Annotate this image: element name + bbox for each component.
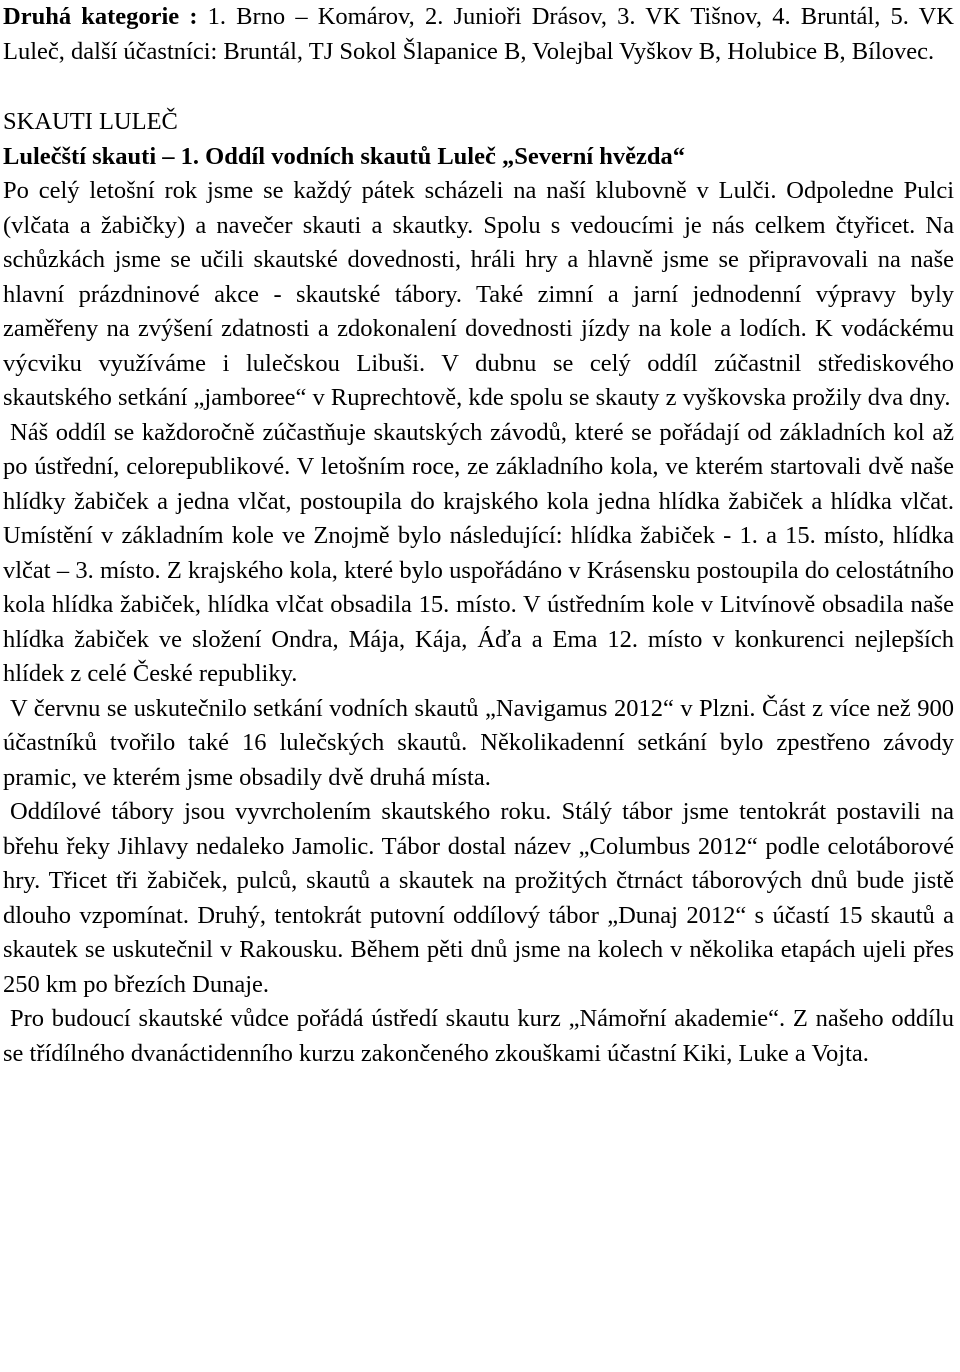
troop-subheading — [3, 140, 954, 175]
troop-subheading-label: Lulečští skauti – — [3, 142, 181, 170]
section-heading: SKAUTI LULEČ — [3, 108, 178, 135]
document-page — [3, 0, 954, 1071]
paragraph-naval-academy: Pro budoucí skautské vůdce pořádá ústředí skautu kurz „Námořní akademie“. Z našeho oddílu se třídílného dvanáctidenního kurzu zakončeného zkouškami účastní Kiki, Luke a Vojta. — [3, 1005, 954, 1067]
troop-subheading-title: 1. Oddíl vodních skautů Luleč „Severní hvězda“ — [180, 142, 686, 170]
paragraph-navigamus: V červnu se uskutečnilo setkání vodních skautů „Navigamus 2012“ v Plzni. Část z více než 900 účastníků tvořilo také 16 lulečských skautů. Několikadenní setkání bylo zpestřeno závody pramic, ve kterém jsme obsadily dvě druhá místa. — [3, 694, 954, 791]
category-label: Druhá kategorie : — [3, 3, 198, 30]
paragraph-camps: Oddílové tábory jsou vyvrcholením skautského roku. Stálý tábor jsme tentokrát postavili na břehu řeky Jihlavy nedaleko Jamolic. Tábor dostal název „Columbus 2012“ podle celotáborové hry. Třicet tři žabiček, pulců, skautů a skautek na prožitých čtrnáct táborových dnů bude jistě dlouho vzpomínat. Druhý, tentokrát putovní oddílový tábor „Dunaj 2012“ s účastí 15 skautů a skautek se uskutečnil v Rakousku. Během pěti dnů jsme na kolech v několika etapách ujeli přes 250 km po březích Dunaje. — [3, 798, 954, 998]
category-results-text: 1. Brno – Komárov, 2. Junioři Drásov, 3. VK Tišnov, 4. Bruntál, 5. VK Luleč, další účastníci: Bruntál, TJ Sokol Šlapanice B, Volejbal Vyškov B, Holubice B, Bílovec. — [3, 3, 954, 65]
paragraph-competitions: Náš oddíl se každoročně zúčastňuje skautských závodů, které se pořádají od základních kol až po ústřední, celorepublikové. V letošním roce, ze základního kola, ve kterém startovali dvě naše hlídky žabiček a jedna vlčat, postoupila do krajského kola jedna hlídka žabiček a hlídka vlčat. Umístění v základním kole ve Znojmě bylo následující: hlídka žabiček - 1. a 15. místo, hlídka vlčat – 3. místo. Z krajského kola, které bylo uspořádáno v Krásensku postoupila do celostátního kola hlídka žabiček, hlídka vlčat obsadila 15. místo. V ústředním kole v Litvínově obsadila naše hlídka žabiček ve složení Ondra, Mája, Kája, Áďa a Ema 12. místo v konkurenci nejlepších hlídek z celé České republiky. — [3, 418, 954, 687]
paragraph-weekly-meetings: Po celý letošní rok jsme se každý pátek scházeli na naší klubovně v Lulči. Odpoledne Pulci (vlčata a žabičky) a navečer skauti a skautky. Spolu s vedoucími je nás celkem čtyřicet. Na schůzkách jsme se učili skautské dovednosti, hráli hry a hlavně jsme se připravovali na naše hlavní prázdninové akce - skautské tábory. Také zimní a jarní jednodenní výpravy byly zaměřeny na zvýšení zdatnosti a zdokonalení dovednosti jízdy na kole a lodích. K vodáckému výcviku využíváme i lulečskou Libuši. V dubnu se celý oddíl zúčastnil střediskového skautského setkání „jamboree“ v Ruprechtově, kde spolu se skauty z vyškovska prožily dva dny. — [3, 177, 954, 411]
category-results-paragraph — [3, 0, 954, 69]
